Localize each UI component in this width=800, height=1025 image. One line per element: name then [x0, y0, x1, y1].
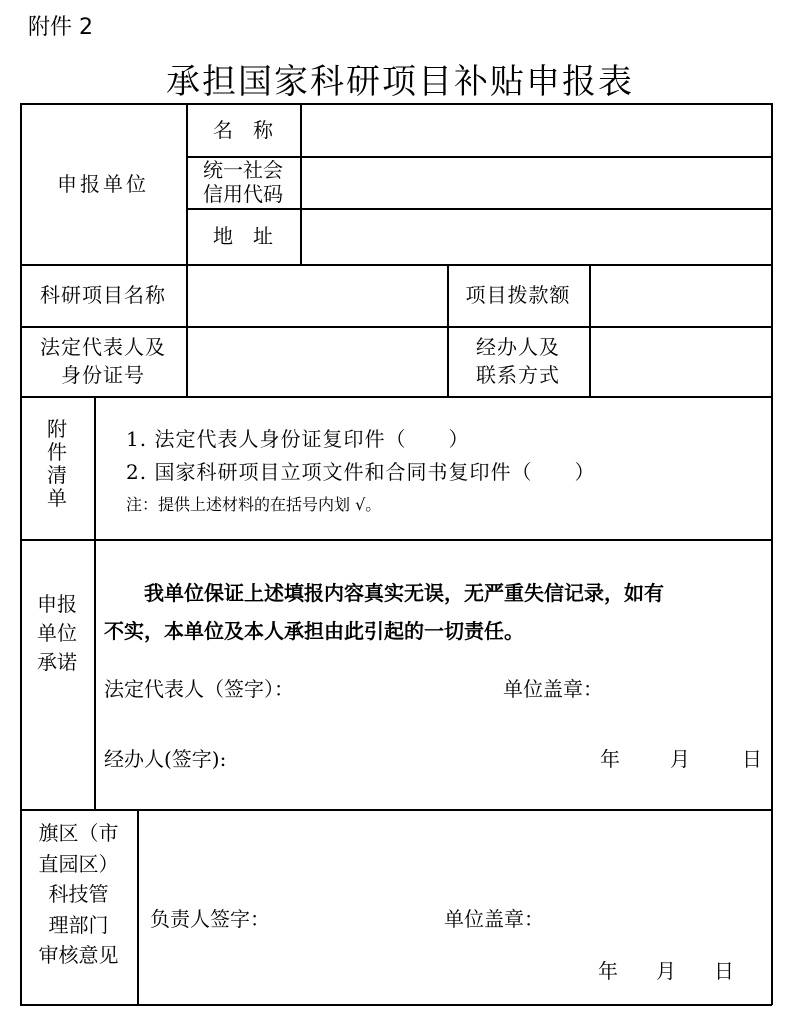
credit-code-label-line1: 统一社会 — [203, 158, 283, 182]
legal-rep-signature: 法定代表人（签字）： — [104, 677, 294, 701]
credit-code-label — [186, 156, 300, 208]
handler-contact-field[interactable] — [589, 326, 771, 396]
attachment-item-2: 2. 国家科研项目立项文件和合同书复印件（ ） — [126, 460, 596, 484]
handler-label-line2: 联系方式 — [476, 363, 560, 387]
review-day: 日 — [714, 959, 734, 983]
handler-label-line1: 经办人及 — [476, 335, 560, 359]
review-label-line4: 理部门 — [48, 912, 109, 937]
unit-seal-label: 单位盖章： — [503, 677, 603, 701]
attachments-label — [20, 418, 94, 510]
attachments-label-char3: 清 — [47, 463, 67, 487]
applicant-label: 申报单位 — [57, 171, 149, 196]
project-name-field[interactable] — [186, 264, 447, 326]
attachments-label-char1: 附 — [47, 417, 67, 441]
handler-label — [447, 326, 589, 396]
address-label: 地 址 — [213, 224, 273, 248]
commitment-label-line2: 单位 — [37, 621, 77, 645]
legal-rep-label-line2: 身份证号 — [61, 363, 145, 387]
commitment-label-line3: 承诺 — [37, 650, 77, 674]
attachment-note: 注：提供上述材料的在括号内划 √。 — [126, 495, 382, 514]
credit-code-label-line2: 信用代码 — [203, 182, 283, 206]
commitment-month: 月 — [670, 747, 690, 771]
form-title: 承担国家科研项目补贴申报表 — [166, 62, 634, 102]
unit-name-label: 名 称 — [213, 117, 273, 142]
funding-amount-label: 项目拨款额 — [465, 283, 571, 307]
review-unit-seal: 单位盖章： — [444, 907, 544, 931]
credit-code-field[interactable] — [300, 156, 771, 208]
review-label-line2: 直园区） — [38, 851, 119, 876]
commitment-label-line1: 申报 — [37, 592, 77, 616]
attachments-label-char2: 件 — [47, 440, 67, 464]
review-year: 年 — [598, 959, 618, 983]
funding-amount-field[interactable] — [589, 264, 771, 326]
commitment-label — [20, 590, 94, 677]
review-month: 月 — [656, 959, 676, 983]
legal-rep-label-line1: 法定代表人及 — [40, 335, 166, 359]
commitment-year: 年 — [600, 747, 620, 771]
commitment-day: 日 — [742, 747, 762, 771]
attachments-label-char4: 单 — [47, 486, 67, 510]
project-name-label: 科研项目名称 — [40, 283, 166, 307]
review-label-line5: 审核意见 — [38, 943, 119, 968]
responsible-signature: 负责人签字： — [150, 907, 270, 931]
address-field[interactable] — [300, 208, 771, 264]
attachment-label: 附件 2 — [28, 15, 93, 40]
unit-name-field[interactable] — [300, 103, 771, 156]
attachment-item-1: 1. 法定代表人身份证复印件（ ） — [126, 427, 470, 451]
legal-rep-field[interactable] — [186, 326, 447, 396]
handler-signature: 经办人(签字): — [104, 747, 227, 771]
review-label-line3: 科技管 — [48, 882, 109, 907]
commitment-text-line1: 我单位保证上述填报内容真实无误，无严重失信记录，如有 — [144, 581, 664, 605]
legal-rep-label — [20, 326, 186, 396]
commitment-text-line2: 不实，本单位及本人承担由此引起的一切责任。 — [104, 619, 524, 643]
review-label-line1: 旗区（市 — [38, 821, 119, 845]
review-dept-label — [20, 818, 137, 971]
